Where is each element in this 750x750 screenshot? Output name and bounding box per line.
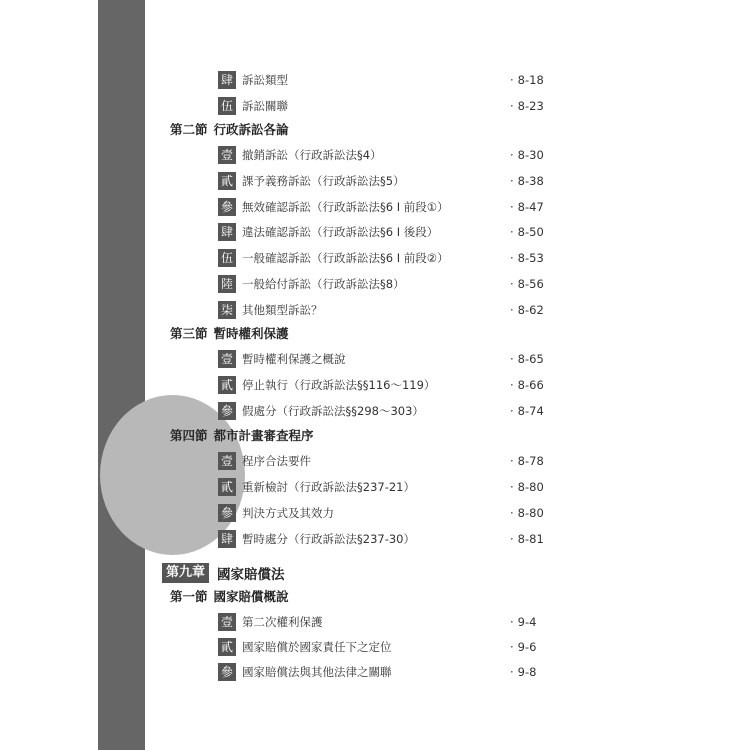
toc-entry[interactable] [218,248,548,268]
numeral-badge: 壹 [218,452,236,470]
page-number: · 9-4 [510,615,537,629]
toc-entry[interactable] [218,274,548,294]
entry-title: 判決方式及其效力 [242,506,334,520]
numeral-badge: 貳 [218,376,236,394]
toc-entry[interactable] [218,529,548,549]
numeral-badge: 伍 [218,97,236,115]
toc-entry[interactable] [218,375,548,395]
entry-title: 假處分（行政訴訟法§§298～303） [242,404,424,418]
entry-title: 暫時權利保護之概說 [242,352,346,366]
toc-entry[interactable] [218,477,548,497]
page-number: · 8-78 [510,454,544,468]
numeral-badge: 壹 [218,146,236,164]
section-heading-3[interactable] [170,323,289,343]
section-title: 國家賠償概說 [213,589,289,604]
section-title: 行政訴訟各論 [213,122,289,137]
page-number: · 8-30 [510,148,544,162]
chapter-badge: 第九章 [162,563,209,583]
toc-entry[interactable] [218,197,548,217]
toc-entry[interactable] [218,612,548,632]
entry-title: 一般確認訴訟（行政訴訟法§6 I 前段②） [242,251,449,265]
entry-title: 訴訟關聯 [242,99,288,113]
page-number: · 8-74 [510,404,544,418]
entry-title: 第二次權利保護 [242,615,323,629]
page-number: · 8-47 [510,200,544,214]
numeral-badge: 貳 [218,478,236,496]
page-number: · 8-80 [510,506,544,520]
numeral-badge: 壹 [218,350,236,368]
entry-title: 暫時處分（行政訴訟法§237-30） [242,532,415,546]
numeral-badge: 貳 [218,638,236,656]
toc-entry[interactable] [218,145,548,165]
chapter-title: 國家賠償法 [217,567,285,583]
toc-entry[interactable] [218,662,548,682]
numeral-badge: 參 [218,504,236,522]
numeral-badge: 陸 [218,275,236,293]
section-heading-4[interactable] [170,425,314,445]
page-number: · 8-80 [510,480,544,494]
page-number: · 9-8 [510,665,537,679]
numeral-badge: 肆 [218,71,236,89]
entry-title: 國家賠償法與其他法律之關聯 [242,665,392,679]
page-number: · 8-18 [510,73,544,87]
entry-title: 重新檢討（行政訴訟法§237-21） [242,480,415,494]
toc-entry[interactable] [218,401,548,421]
entry-title: 撤銷訴訟（行政訴訟法§4） [242,148,382,162]
toc-entry[interactable] [218,637,548,657]
page-number: · 9-6 [510,640,537,654]
toc-entry[interactable] [218,451,548,471]
toc-entry[interactable] [218,222,548,242]
section-label: 第三節 [170,326,208,341]
page-number: · 8-65 [510,352,544,366]
page-number: · 8-56 [510,277,544,291]
section-title: 暫時權利保護 [213,326,289,341]
section-title: 都市計畫審查程序 [213,428,314,443]
page-number: · 8-62 [510,303,544,317]
section-label: 第四節 [170,428,208,443]
toc-entry[interactable] [218,300,548,320]
entry-title: 停止執行（行政訴訟法§§116～119） [242,378,436,392]
section-heading-9-1[interactable] [170,586,289,606]
entry-title: 其他類型訴訟？ [242,303,323,317]
toc-entry[interactable] [218,96,548,116]
entry-title: 違法確認訴訟（行政訴訟法§6 I 後段） [242,225,439,239]
numeral-badge: 參 [218,198,236,216]
entry-title: 無效確認訴訟（行政訴訟法§6 I 前段①） [242,200,449,214]
entry-title: 程序合法要件 [242,454,311,468]
page-number: · 8-53 [510,251,544,265]
numeral-badge: 壹 [218,613,236,631]
section-heading-2[interactable] [170,119,289,139]
toc-entry[interactable] [218,503,548,523]
entry-title: 一般給付訴訟（行政訴訟法§8） [242,277,405,291]
numeral-badge: 貳 [218,172,236,190]
toc-entry[interactable] [218,70,548,90]
toc-entry[interactable] [218,349,548,369]
page-number: · 8-50 [510,225,544,239]
section-label: 第一節 [170,589,208,604]
numeral-badge: 伍 [218,249,236,267]
entry-title: 課予義務訴訟（行政訴訟法§5） [242,174,405,188]
numeral-badge: 肆 [218,530,236,548]
numeral-badge: 參 [218,402,236,420]
numeral-badge: 肆 [218,223,236,241]
numeral-badge: 柒 [218,301,236,319]
entry-title: 訴訟類型 [242,73,288,87]
page-number: · 8-81 [510,532,544,546]
page-number: · 8-23 [510,99,544,113]
toc-entry[interactable] [218,171,548,191]
section-label: 第二節 [170,122,208,137]
entry-title: 國家賠償於國家責任下之定位 [242,640,392,654]
page-number: · 8-38 [510,174,544,188]
chapter-heading-9[interactable] [162,563,285,583]
page-number: · 8-66 [510,378,544,392]
numeral-badge: 參 [218,663,236,681]
